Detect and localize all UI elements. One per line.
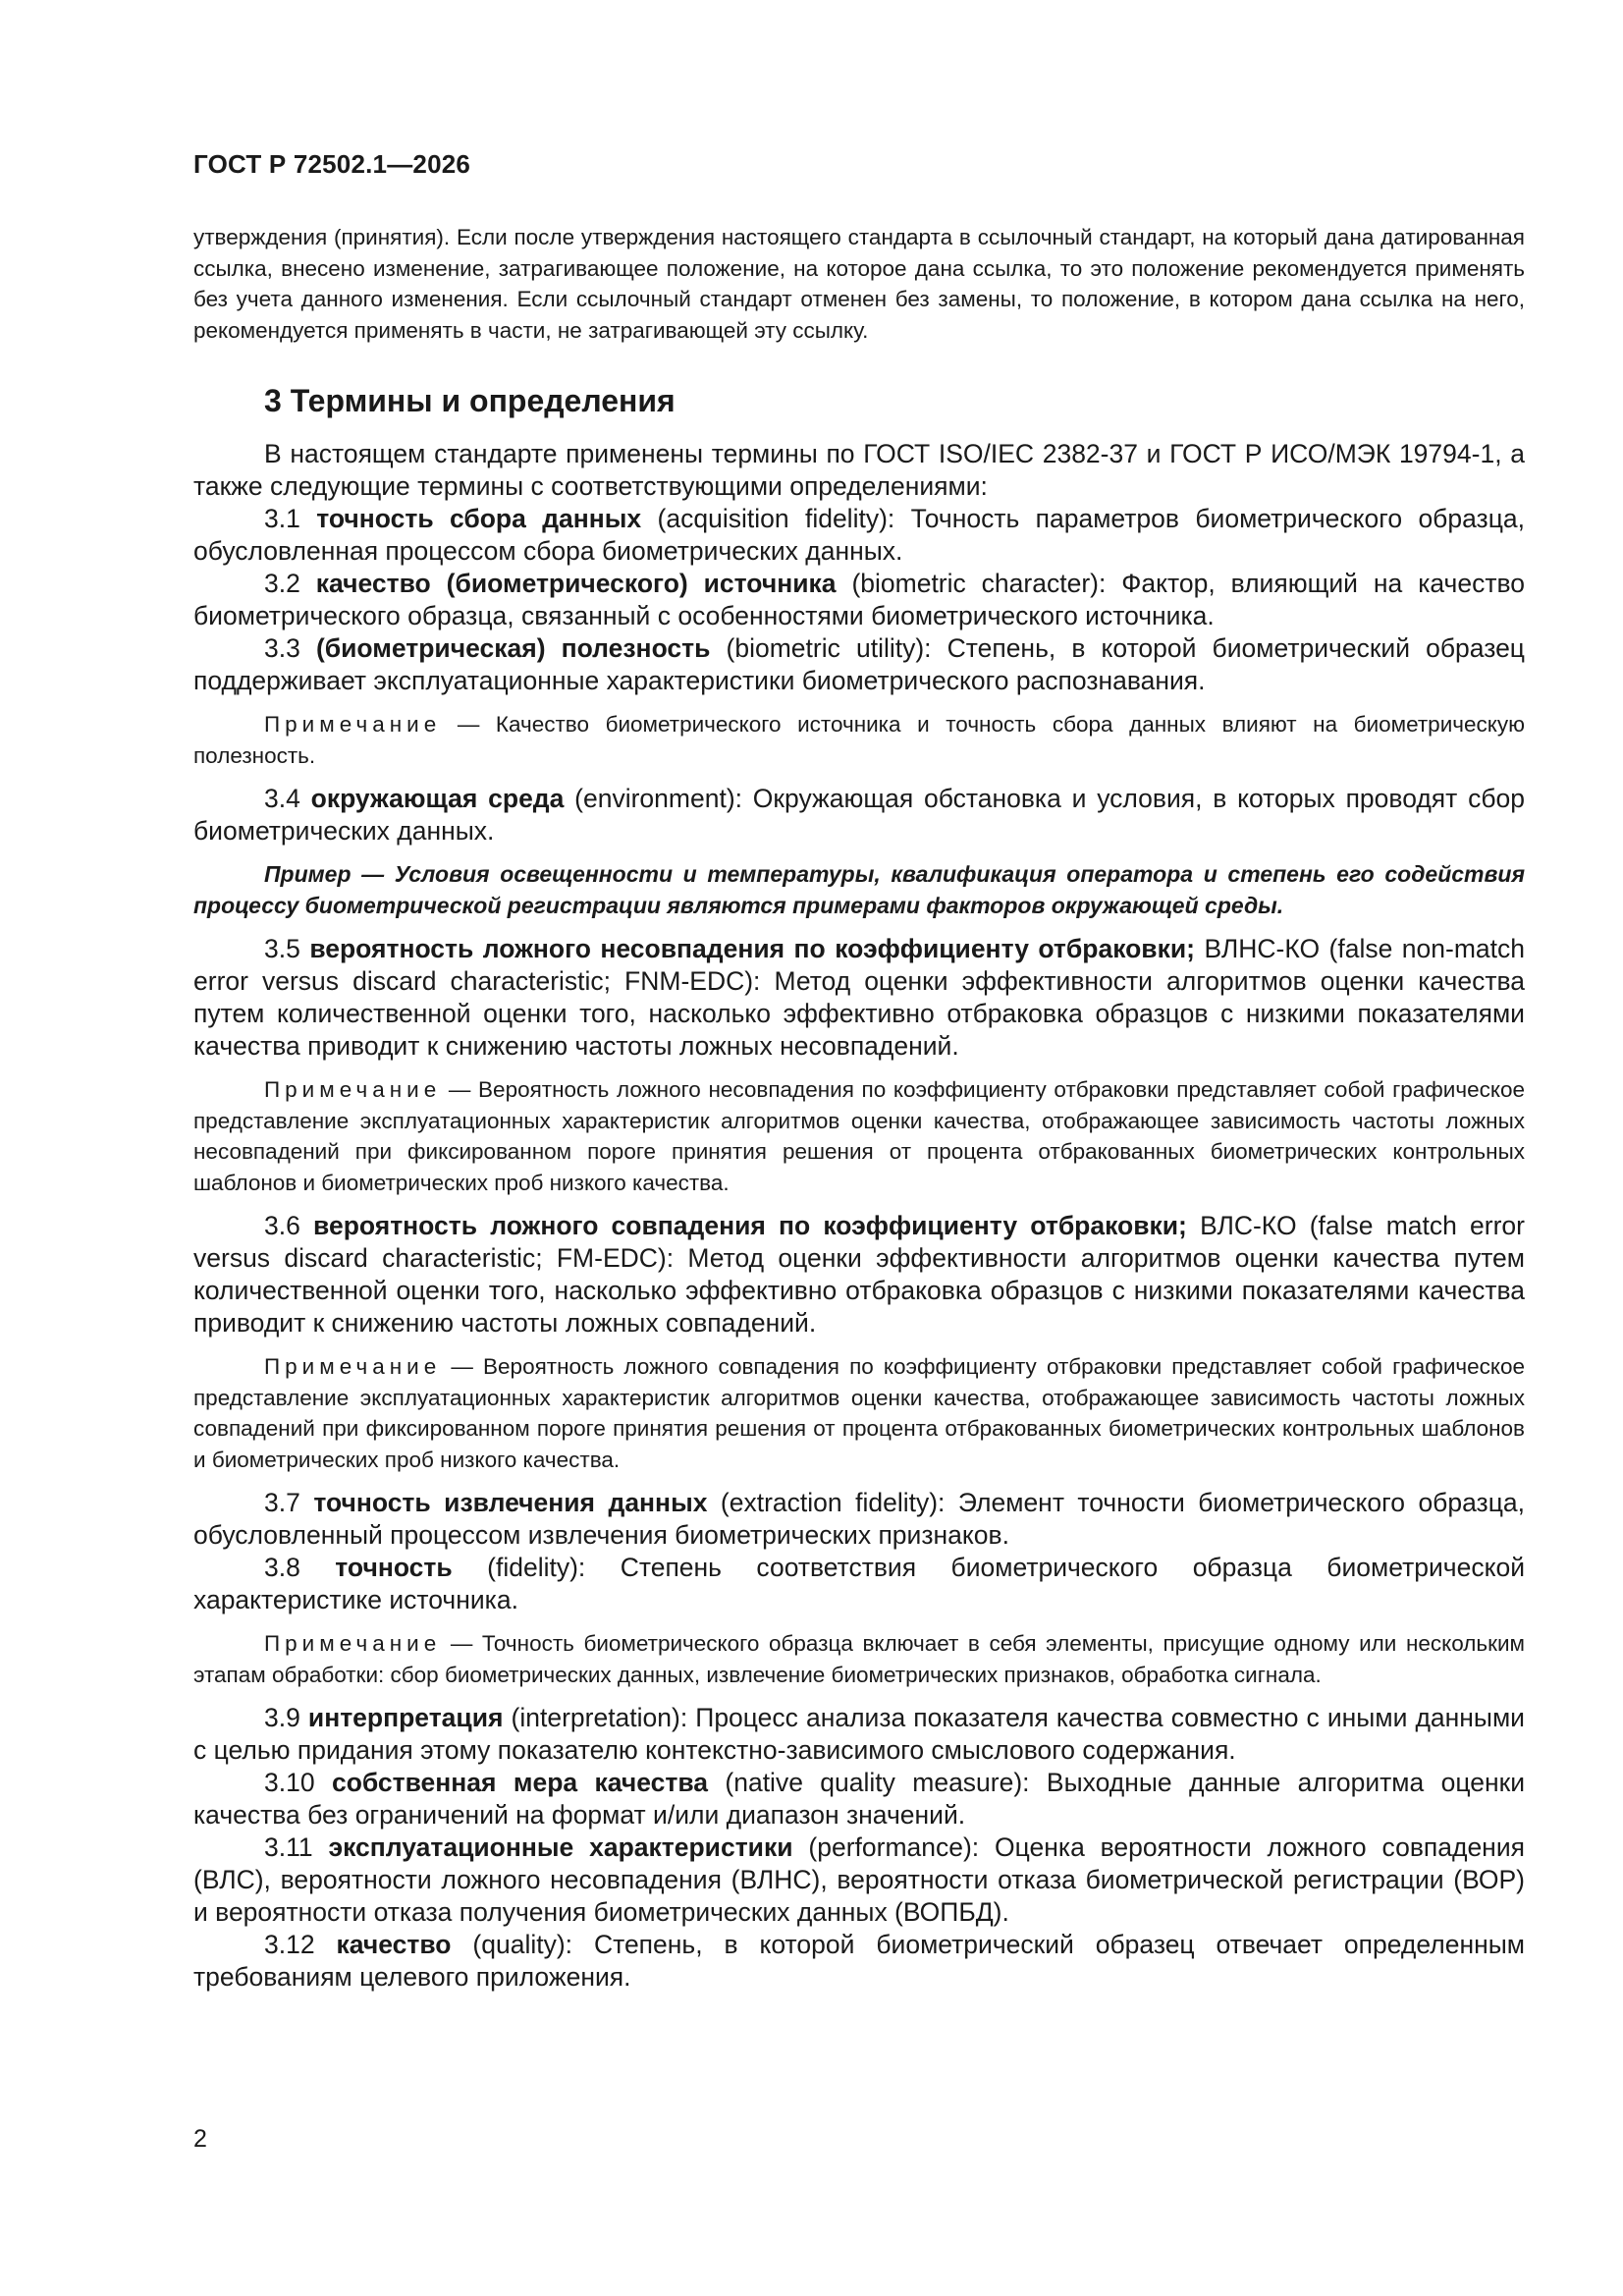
- page-number: 2: [193, 2125, 207, 2153]
- term-number: 3.9: [264, 1703, 300, 1732]
- term-name: вероятность ложного несовпадения по коэффициенту отбраковки;: [309, 934, 1195, 963]
- document-header: ГОСТ Р 72502.1—2026: [193, 149, 471, 179]
- note-3-8: [193, 1628, 1525, 1690]
- term-3-12: [193, 1929, 1525, 1994]
- term-number: 3.12: [264, 1930, 315, 1959]
- note-text: — Точность биометрического образца включает в себя элементы, присущие одному или нескольким этапам обработки: сбор биометрических данных, извлечение биометрических признаков, обработка сигнала.: [193, 1631, 1525, 1687]
- section-lead: В настоящем стандарте применены термины по ГОСТ ISO/IEC 2382-37 и ГОСТ Р ИСО/МЭК 19794-1, а также следующие термины с соответствующими определениями:: [193, 439, 1525, 501]
- term-name: (биометрическая) полезность: [315, 633, 711, 663]
- term-3-5: [193, 933, 1525, 1063]
- term-number: 3.4: [264, 784, 300, 813]
- note-label: Примечание: [264, 1354, 442, 1379]
- note-3-5: [193, 1074, 1525, 1198]
- term-definition: (biometric utility): Степень, в которой биометрический образец поддерживает эксплуатационные характеристики биометрического распознавания.: [193, 633, 1525, 695]
- term-definition: (interpretation): Процесс анализа показателя качества совместно с иными данными с целью придания этому показателю контекстно-зависимого смыслового содержания.: [193, 1703, 1525, 1765]
- term-number: 3.6: [264, 1211, 300, 1240]
- term-number: 3.11: [264, 1832, 313, 1862]
- term-3-2: [193, 568, 1525, 632]
- term-3-1: [193, 503, 1525, 568]
- note-label: Примечание: [264, 1077, 442, 1102]
- term-number: 3.8: [264, 1553, 300, 1582]
- term-definition: (extraction fidelity): Элемент точности биометрического образца, обусловленный процессом извлечения биометрических признаков.: [193, 1488, 1525, 1550]
- term-number: 3.5: [264, 934, 300, 963]
- term-definition: (environment): Окружающая обстановка и условия, в которых проводят сбор биометрических данных.: [193, 784, 1525, 846]
- term-3-6: [193, 1210, 1525, 1339]
- note-text: — Качество биометрического источника и точность сбора данных влияют на биометрическую полезность.: [193, 712, 1525, 768]
- term-name: вероятность ложного совпадения по коэффициенту отбраковки;: [313, 1211, 1187, 1240]
- intro-paragraph: утверждения (принятия). Если после утверждения настоящего стандарта в ссылочный стандарт, на который дана датированная ссылка, внесено изменение, затрагивающее положение, на которое дана ссылка, то это положение рекомендуется применять без учета данного изменения. Если ссылочный стандарт отменен без замены, то положение, в котором дана ссылка на него, рекомендуется применять в части, не затрагивающей эту ссылку.: [193, 225, 1525, 343]
- term-name: точность сбора данных: [316, 504, 642, 533]
- term-number: 3.7: [264, 1488, 300, 1517]
- term-name: окружающая среда: [310, 784, 565, 813]
- term-3-3: [193, 632, 1525, 697]
- term-name: собственная мера качества: [331, 1768, 709, 1797]
- term-3-10: [193, 1767, 1525, 1831]
- term-definition: (native quality measure): Выходные данные алгоритма оценки качества без ограничений на формат и/или диапазон значений.: [193, 1768, 1525, 1830]
- term-number: 3.3: [264, 633, 300, 663]
- note-3-3: [193, 709, 1525, 771]
- term-name: точность извлечения данных: [313, 1488, 708, 1517]
- term-definition: (fidelity): Степень соответствия биометрического образца биометрической характеристике источника.: [193, 1553, 1525, 1614]
- term-definition: (performance): Оценка вероятности ложного совпадения (ВЛС), вероятности ложного несовпадения (ВЛНС), вероятности отказа биометрической регистрации (ВОР) и вероятности отказа получения биометрических данных (ВОПБД).: [193, 1832, 1525, 1927]
- term-definition: (quality): Степень, в которой биометрический образец отвечает определенным требованиям целевого приложения.: [193, 1930, 1525, 1992]
- term-definition: (biometric character): Фактор, влияющий на качество биометрического образца, связанный с особенностями биометрического источника.: [193, 569, 1525, 630]
- note-text: — Вероятность ложного совпадения по коэффициенту отбраковки представляет собой графическое представление эксплуатационных характеристик алгоритмов оценки качества, отображающее зависимость частоты ложных совпадений при фиксированном пороге принятия решения от процента отбракованных биометрических контрольных шаблонов и биометрических проб низкого качества.: [193, 1354, 1525, 1472]
- note-label: Примечание: [264, 712, 442, 737]
- term-number: 3.2: [264, 569, 300, 598]
- note-text: — Вероятность ложного несовпадения по коэффициенту отбраковки представляет собой графическое представление эксплуатационных характеристик алгоритмов оценки качества, отображающее зависимость частоты ложных несовпадений при фиксированном пороге принятия решения от процента отбракованных биометрических контрольных шаблонов и биометрических проб низкого качества.: [193, 1077, 1525, 1195]
- note-3-6: [193, 1351, 1525, 1475]
- document-body: [193, 222, 1525, 1994]
- term-3-8: [193, 1552, 1525, 1616]
- term-3-11: [193, 1831, 1525, 1929]
- term-name: интерпретация: [307, 1703, 504, 1732]
- term-3-7: [193, 1487, 1525, 1552]
- term-number: 3.10: [264, 1768, 315, 1797]
- term-name: эксплуатационные характеристики: [328, 1832, 793, 1862]
- term-3-4: [193, 783, 1525, 847]
- example-3-4: Пример — Условия освещенности и температуры, квалификация оператора и степень его содействия процессу биометрической регистрации являются примерами факторов окружающей среды.: [193, 861, 1525, 918]
- note-label: Примечание: [264, 1631, 442, 1656]
- term-number: 3.1: [264, 504, 300, 533]
- term-definition: ВЛС-КО (false match error versus discard characteristic; FM-EDC): Метод оценки эффективности алгоритмов оценки качества путем количественной оценки того, насколько эффективно отбраковка образцов с низкими показателями качества приводит к снижению частоты ложных совпадений.: [193, 1211, 1525, 1338]
- section-title: 3 Термины и определения: [264, 383, 676, 418]
- term-definition: (acquisition fidelity): Точность параметров биометрического образца, обусловленная процессом сбора биометрических данных.: [193, 504, 1525, 566]
- term-name: качество: [336, 1930, 452, 1959]
- term-name: точность: [335, 1553, 453, 1582]
- term-3-9: [193, 1702, 1525, 1767]
- term-definition: ВЛНС-КО (false non-match error versus discard characteristic; FNM-EDC): Метод оценки эффективности алгоритмов оценки качества путем количественной оценки того, насколько эффективно отбраковка образцов с низкими показателями качества приводит к снижению частоты ложных несовпадений.: [193, 934, 1525, 1061]
- term-name: качество (биометрического) источника: [315, 569, 837, 598]
